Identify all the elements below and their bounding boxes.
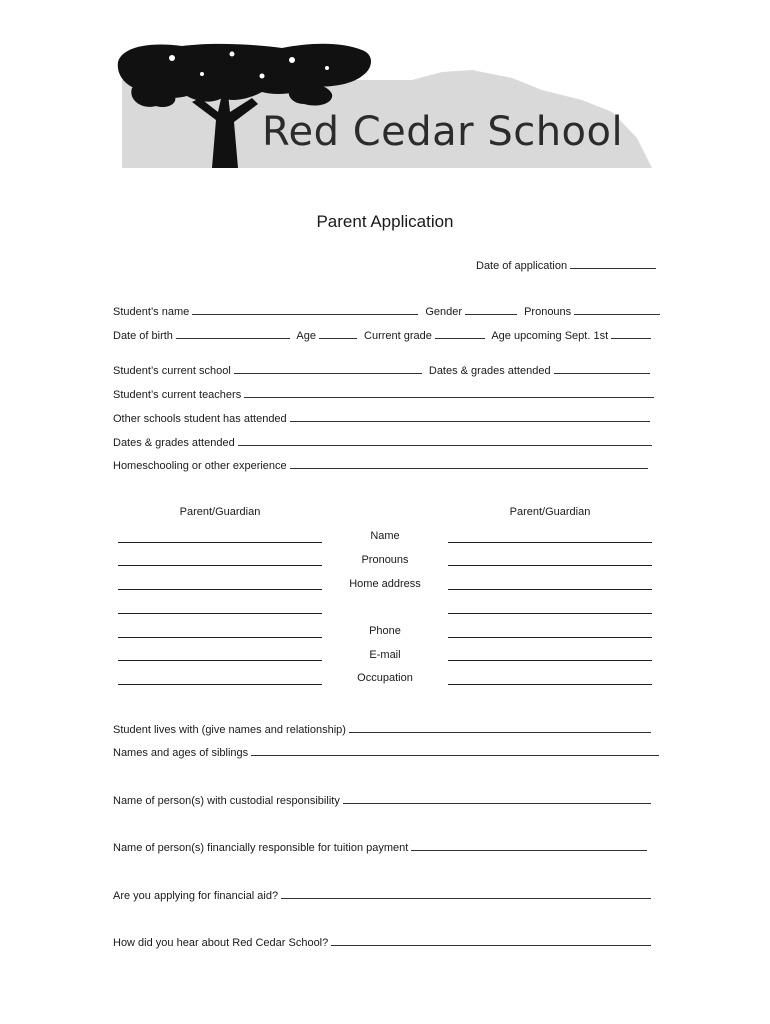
dob-row [113,328,655,343]
guardian1-address2-field[interactable] [118,613,322,614]
guardian2-occupation-field[interactable] [448,684,652,685]
current-teachers-row [113,387,658,402]
financial-aid-row [113,888,655,903]
gender-field[interactable] [465,304,517,315]
dates-grades-field[interactable] [238,435,652,446]
guardian2-pronouns-field[interactable] [448,565,652,566]
guardian2-address2-field[interactable] [448,613,652,614]
hear-about-label: How did you hear about Red Cedar School? [113,937,329,949]
current-grade-field[interactable] [435,328,485,339]
guardian1-name-field[interactable] [118,542,322,543]
custodial-field[interactable] [343,793,651,804]
other-schools-label: Other schools student has attended [113,413,287,425]
guardian2-name-field[interactable] [448,542,652,543]
student-name-label: Student’s name [113,306,190,318]
guardian1-pronouns-field[interactable] [118,565,322,566]
siblings-row [113,745,663,760]
current-school-label: Student’s current school [113,365,231,377]
age-upcoming-label: Age upcoming Sept. 1st [491,330,609,342]
page-title: Parent Application [316,212,454,231]
financial-label: Name of person(s) financially responsible for tuition payment [113,842,409,854]
homeschooling-field[interactable] [290,458,648,469]
siblings-field[interactable] [251,745,659,756]
homeschooling-row [113,458,652,473]
current-school-field[interactable] [234,363,422,374]
dates-grades-attended-label: Dates & grades attended [428,365,551,377]
guardian-label-home-address: Home address [349,578,421,590]
homeschooling-label: Homeschooling or other experience [113,460,287,472]
custodial-row [113,793,655,808]
other-schools-row [113,411,654,426]
hear-about-field[interactable] [331,935,651,946]
pronouns-label: Pronouns [524,306,572,318]
financial-field[interactable] [411,840,647,851]
financial-aid-field[interactable] [281,888,651,899]
dob-field[interactable] [176,328,290,339]
age-label: Age [296,330,316,342]
dates-grades-attended-field[interactable] [554,363,650,374]
hear-about-row [113,935,655,950]
student-name-row [113,304,664,319]
financial-row [113,840,651,855]
pronouns-field[interactable] [574,304,660,315]
lives-with-row [113,722,655,737]
student-name-field[interactable] [192,304,418,315]
age-field[interactable] [319,328,357,339]
dob-label: Date of birth [113,330,173,342]
date-of-application-field[interactable] [570,258,656,269]
gender-label: Gender [425,306,463,318]
guardian1-email-field[interactable] [118,660,322,661]
guardian1-phone-field[interactable] [118,637,322,638]
guardian1-occupation-field[interactable] [118,684,322,685]
current-teachers-field[interactable] [244,387,654,398]
guardian-label-phone: Phone [369,625,401,637]
financial-aid-label: Are you applying for financial aid? [113,890,279,902]
siblings-label: Names and ages of siblings [113,747,249,759]
lives-with-field[interactable] [349,722,651,733]
guardian-label-email: E-mail [369,649,401,661]
guardian1-address-field[interactable] [118,589,322,590]
current-teachers-label: Student’s current teachers [113,389,242,401]
date-of-application-row [476,258,660,273]
lives-with-label: Student lives with (give names and relationship) [113,724,346,736]
date-of-application-label: Date of application [476,260,568,272]
school-name: Red Cedar School [262,109,624,155]
guardian-label-pronouns: Pronouns [361,554,409,566]
dates-grades-label: Dates & grades attended [113,437,235,449]
dates-grades-row [113,435,656,450]
other-schools-field[interactable] [290,411,650,422]
guardian2-email-field[interactable] [448,660,652,661]
guardian-label-name: Name [370,530,400,542]
custodial-label: Name of person(s) with custodial responsibility [113,795,340,807]
current-school-row [113,363,654,378]
guardian-label-occupation: Occupation [357,672,413,684]
guardian2-phone-field[interactable] [448,637,652,638]
guardian2-address-field[interactable] [448,589,652,590]
current-grade-label: Current grade [364,330,432,342]
guardian-left-header: Parent/Guardian [179,506,261,518]
guardian-right-header: Parent/Guardian [509,506,591,518]
age-upcoming-field[interactable] [611,328,651,339]
